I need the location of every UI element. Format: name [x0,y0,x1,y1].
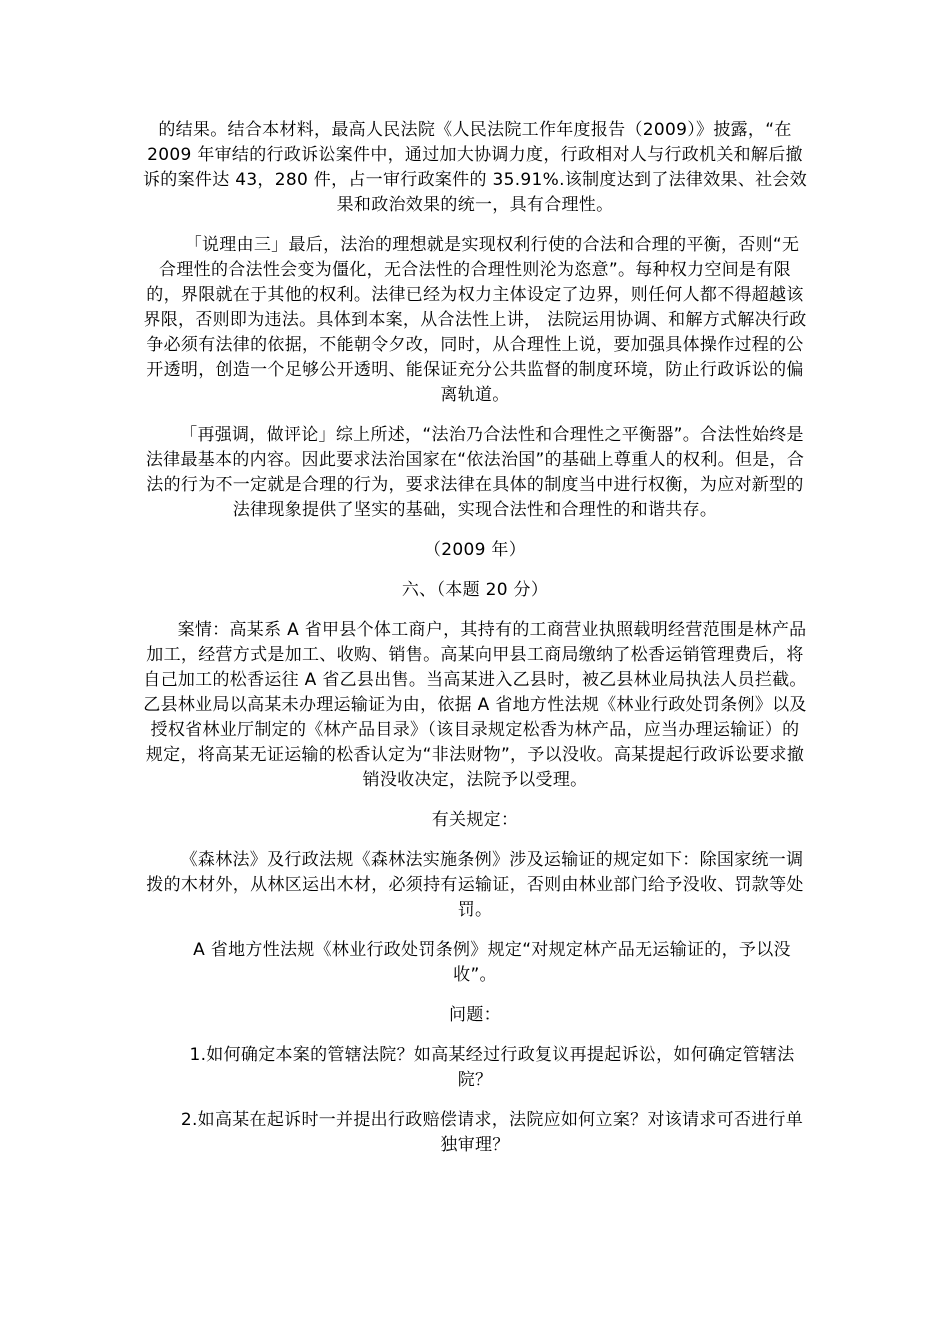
paragraph-emphasis: 「再强调，做评论」综上所述，“法治乃合法性和合理性之平衡器”。合法性始终是法律最基本的内容。因此要求法治国家在“依法治国”的基础上尊重人的权利。但是，合法的行为不一定就是合理的行为，要求法律在具体的制度当中进行权衡，为应对新型的法律现象提供了坚实的基础，实现合法性和合理性的和谐共存。 [145,425,805,520]
paragraph-reason-three: 「说理由三」最后，法治的理想就是实现权利行使的合法和合理的平衡，否则“无合理性的合法性会变为僵化，无合法性的合理性则沦为恣意”。每种权力空间是有限的，界限就在于其他的权利。法律已经为权力主体设定了边界，则任何人都不得超越该界限，否则即为违法。具体到本案，从合法性上讲， 法院运用协调、和解方式解决行政争必须有法律的依据，不能朝令夕改，同时，从合理性上说，要加强具体操作过程的公开透明，创造一个足够公开透明、能保证充分公共监督的制度环境，防止行政诉讼的偏离轨道。 [143,235,807,405]
question-2: 2.如高某在起诉时一并提出行政赔偿请求，法院应如何立案？对该请求可否进行单独审理？ [180,1110,804,1155]
regulation-provincial: A 省地方性法规《林业行政处罚条例》规定“对规定林产品无运输证的，予以没收”。 [193,940,791,985]
regulation-forest-law: 《森林法》及行政法规《森林法实施条例》涉及运输证的规定如下：除国家统一调拨的木材外，从林区运出木材，必须持有运输证，否则由林业部门给予没收、罚款等处罚。 [146,850,804,920]
case-facts: 案情：高某系 A 省甲县个体工商户，其持有的工商营业执照载明经营范围是林产品加工，经营方式是加工、收购、销售。高某向甲县工商局缴纳了松香运销管理费后，将自己加工的松香运往 A 省乙县出售。当高某进入乙县时，被乙县林业局执法人员拦截。乙县林业局以高某未办理运输证为由，依据 A 省地方性法规《林业行政处罚条例》以及授权省林业厅制定的《林产品目录》（该目录规定松香为林产品，应当办理运输证）的规定，将高某无证运输的松香认定为“非法财物”，予以没收。高某提起行政诉讼要求撤销没收决定，法院予以受理。 [143,620,807,790]
document-page [143,118,807,1173]
questions-heading: 问题： [449,1005,501,1025]
year-heading: （2009 年） [423,540,527,560]
question-1: 1.如何确定本案的管辖法院？如高某经过行政复议再提起诉讼，如何确定管辖法院？ [189,1045,795,1090]
paragraph-conclusion-tail: 的结果。结合本材料，最高人民法院《人民法院工作年度报告（2009）》披露，“在 2009 年审结的行政诉讼案件中，通过加大协调力度，行政相对人与行政机关和解后撤诉的案件达 43，280 件，占一审行政案件的 35.91%.该制度达到了法律效果、社会效果和政治效果的统一，具有合理性。 [143,120,808,215]
question-heading: 六、（本题 20 分） [401,580,549,600]
regulations-heading: 有关规定： [431,810,519,830]
